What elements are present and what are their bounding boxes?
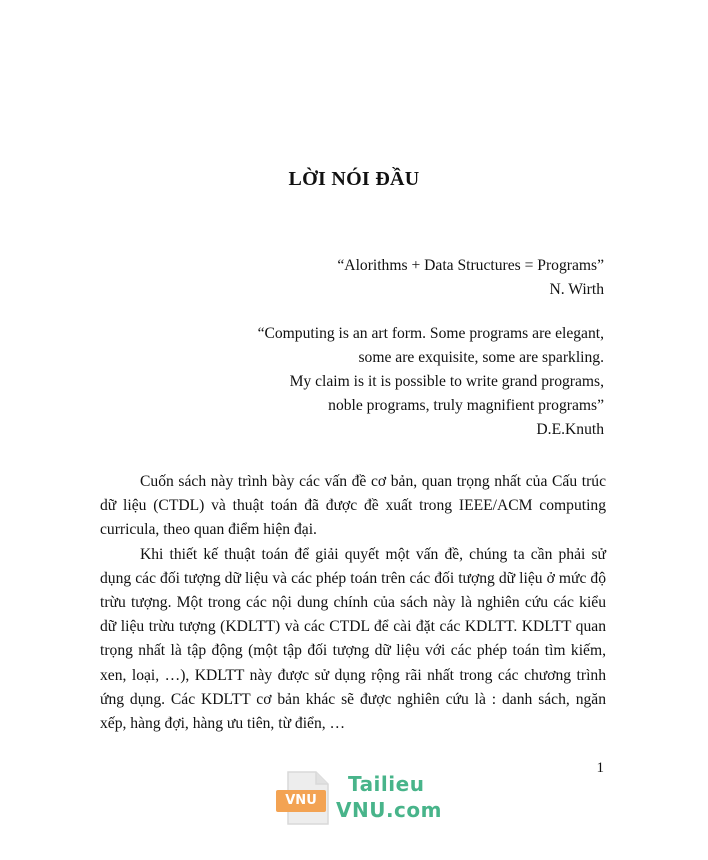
watermark-logo [276, 766, 456, 830]
quote-author: N. Wirth [549, 281, 604, 298]
quote-line: some are exquisite, some are sparkling. [358, 349, 604, 366]
watermark-line1: Tailieu [348, 772, 425, 796]
watermark-line2: VNU.com [336, 798, 442, 822]
quote-line: My claim is it is possible to write grand programs, [289, 373, 604, 390]
quote-wirth [337, 254, 604, 302]
watermark-badge: VNU [276, 790, 326, 812]
quote-knuth [258, 322, 604, 442]
paragraph: Khi thiết kế thuật toán để giải quyết một vấn đề, chúng ta cần phải sử dụng các đối tượng dữ liệu và các phép toán trên các đối tượng dữ liệu ở mức độ trừu tượng. Một trong các nội dung chính của sách này là nghiên cứu các kiểu dữ liệu trừu tượng (KDLTT) và các CTDL để cài đặt các KDLTT. KDLTT quan trọng nhất là tập động (một tập đối tượng dữ liệu với các phép toán tìm kiếm, xen, loại, …), KDLTT này được sử dụng rộng rãi nhất trong các chương trình ứng dụng. Các KDLTT cơ bản khác sẽ được nghiên cứu là : danh sách, ngăn xếp, hàng đợi, hàng ưu tiên, từ điển, … [100, 545, 606, 733]
quote-line: “Alorithms + Data Structures = Programs” [337, 257, 604, 274]
paragraph: Cuốn sách này trình bày các vấn đề cơ bản, quan trọng nhất của Cấu trúc dữ liệu (CTDL) và thuật toán đã được đề xuất trong IEEE/ACM computing curricula, theo quan điểm hiện đại. [100, 473, 606, 539]
quote-line: “Computing is an art form. Some programs are elegant, [257, 325, 604, 342]
quote-line: noble programs, truly magnifient programs” [328, 397, 604, 414]
body-text [100, 470, 606, 736]
quote-author: D.E.Knuth [536, 421, 604, 438]
page-title: LỜI NÓI ĐẦU [288, 168, 420, 190]
page-number: 1 [596, 760, 604, 776]
